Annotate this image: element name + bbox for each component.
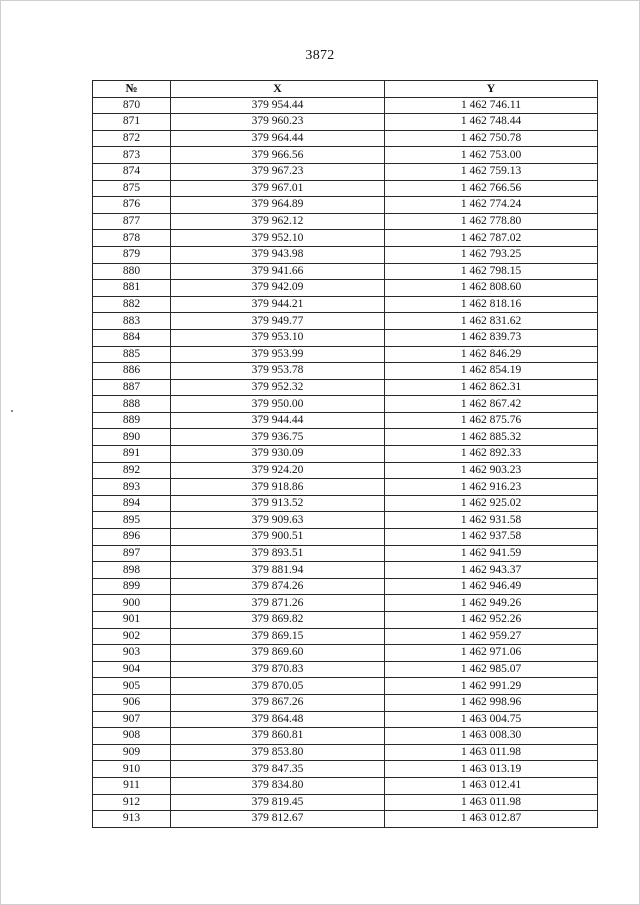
cell-x: 379 869.60 (171, 645, 385, 662)
cell-x: 379 964.44 (171, 130, 385, 147)
cell-number: 896 (93, 529, 171, 546)
cell-x: 379 869.15 (171, 628, 385, 645)
table-row (93, 645, 598, 662)
cell-x: 379 930.09 (171, 446, 385, 463)
table-row (93, 329, 598, 346)
cell-number: 886 (93, 363, 171, 380)
cell-x: 379 913.52 (171, 495, 385, 512)
cell-y: 1 462 941.59 (385, 545, 598, 562)
table-row (93, 777, 598, 794)
cell-number: 895 (93, 512, 171, 529)
cell-x: 379 944.21 (171, 296, 385, 313)
cell-number: 912 (93, 794, 171, 811)
cell-y: 1 462 862.31 (385, 379, 598, 396)
cell-x: 379 952.10 (171, 230, 385, 247)
cell-x: 379 953.10 (171, 329, 385, 346)
cell-y: 1 462 746.11 (385, 97, 598, 114)
cell-number: 879 (93, 246, 171, 263)
table-row (93, 213, 598, 230)
table-row (93, 761, 598, 778)
table-row (93, 230, 598, 247)
cell-number: 883 (93, 313, 171, 330)
table-row (93, 479, 598, 496)
table-row (93, 114, 598, 131)
cell-y: 1 462 998.96 (385, 694, 598, 711)
cell-y: 1 462 937.58 (385, 529, 598, 546)
cell-y: 1 462 766.56 (385, 180, 598, 197)
cell-y: 1 463 011.98 (385, 744, 598, 761)
cell-x: 379 941.66 (171, 263, 385, 280)
table-row (93, 578, 598, 595)
cell-number: 901 (93, 612, 171, 629)
cell-x: 379 942.09 (171, 280, 385, 297)
header-row (93, 81, 598, 98)
cell-x: 379 950.00 (171, 396, 385, 413)
table-row (93, 811, 598, 828)
cell-number: 882 (93, 296, 171, 313)
table-row (93, 512, 598, 529)
table-row (93, 246, 598, 263)
cell-y: 1 462 943.37 (385, 562, 598, 579)
cell-x: 379 964.89 (171, 197, 385, 214)
cell-y: 1 463 008.30 (385, 728, 598, 745)
cell-x: 379 871.26 (171, 595, 385, 612)
cell-x: 379 870.83 (171, 661, 385, 678)
cell-number: 906 (93, 694, 171, 711)
cell-x: 379 943.98 (171, 246, 385, 263)
cell-x: 379 893.51 (171, 545, 385, 562)
table-row (93, 495, 598, 512)
cell-number: 888 (93, 396, 171, 413)
table-row (93, 296, 598, 313)
cell-y: 1 462 854.19 (385, 363, 598, 380)
table-row (93, 263, 598, 280)
cell-y: 1 462 831.62 (385, 313, 598, 330)
table-row (93, 678, 598, 695)
cell-number: 877 (93, 213, 171, 230)
cell-y: 1 462 885.32 (385, 429, 598, 446)
cell-y: 1 462 808.60 (385, 280, 598, 297)
table-row (93, 446, 598, 463)
cell-x: 379 953.99 (171, 346, 385, 363)
cell-number: 872 (93, 130, 171, 147)
table-row (93, 612, 598, 629)
cell-x: 379 860.81 (171, 728, 385, 745)
cell-y: 1 462 946.49 (385, 578, 598, 595)
cell-y: 1 462 798.15 (385, 263, 598, 280)
cell-number: 903 (93, 645, 171, 662)
cell-number: 892 (93, 462, 171, 479)
cell-y: 1 462 949.26 (385, 595, 598, 612)
cell-y: 1 462 750.78 (385, 130, 598, 147)
cell-x: 379 918.86 (171, 479, 385, 496)
table-body (93, 97, 598, 827)
cell-y: 1 462 846.29 (385, 346, 598, 363)
cell-number: 913 (93, 811, 171, 828)
cell-number: 880 (93, 263, 171, 280)
cell-x: 379 900.51 (171, 529, 385, 546)
cell-number: 881 (93, 280, 171, 297)
cell-y: 1 462 916.23 (385, 479, 598, 496)
cell-y: 1 462 867.42 (385, 396, 598, 413)
table-row (93, 429, 598, 446)
cell-x: 379 881.94 (171, 562, 385, 579)
table-row (93, 147, 598, 164)
cell-number: 873 (93, 147, 171, 164)
table-row (93, 180, 598, 197)
cell-y: 1 462 759.13 (385, 163, 598, 180)
cell-x: 379 953.78 (171, 363, 385, 380)
cell-x: 379 870.05 (171, 678, 385, 695)
cell-number: 904 (93, 661, 171, 678)
cell-number: 894 (93, 495, 171, 512)
cell-y: 1 462 952.26 (385, 612, 598, 629)
cell-x: 379 853.80 (171, 744, 385, 761)
cell-number: 875 (93, 180, 171, 197)
cell-y: 1 462 903.23 (385, 462, 598, 479)
cell-x: 379 960.23 (171, 114, 385, 131)
cell-y: 1 462 959.27 (385, 628, 598, 645)
cell-number: 871 (93, 114, 171, 131)
cell-y: 1 462 774.24 (385, 197, 598, 214)
cell-x: 379 867.26 (171, 694, 385, 711)
cell-y: 1 462 931.58 (385, 512, 598, 529)
cell-y: 1 462 787.02 (385, 230, 598, 247)
table-row (93, 595, 598, 612)
table-row (93, 694, 598, 711)
cell-x: 379 949.77 (171, 313, 385, 330)
cell-y: 1 463 004.75 (385, 711, 598, 728)
cell-number: 876 (93, 197, 171, 214)
scan-speck (11, 410, 13, 412)
table-row (93, 728, 598, 745)
cell-x: 379 874.26 (171, 578, 385, 595)
cell-y: 1 462 985.07 (385, 661, 598, 678)
cell-x: 379 944.44 (171, 412, 385, 429)
cell-number: 899 (93, 578, 171, 595)
cell-number: 908 (93, 728, 171, 745)
table-row (93, 628, 598, 645)
cell-x: 379 869.82 (171, 612, 385, 629)
table-row (93, 313, 598, 330)
table-row (93, 529, 598, 546)
cell-x: 379 954.44 (171, 97, 385, 114)
cell-number: 884 (93, 329, 171, 346)
cell-y: 1 462 971.06 (385, 645, 598, 662)
table-row (93, 412, 598, 429)
cell-x: 379 819.45 (171, 794, 385, 811)
cell-y: 1 462 875.76 (385, 412, 598, 429)
cell-x: 379 967.01 (171, 180, 385, 197)
cell-number: 909 (93, 744, 171, 761)
cell-number: 885 (93, 346, 171, 363)
table-row (93, 346, 598, 363)
cell-x: 379 967.23 (171, 163, 385, 180)
cell-y: 1 462 892.33 (385, 446, 598, 463)
header-y: Y (385, 81, 598, 98)
cell-y: 1 462 925.02 (385, 495, 598, 512)
cell-x: 379 952.32 (171, 379, 385, 396)
table-row (93, 794, 598, 811)
cell-number: 897 (93, 545, 171, 562)
table-row (93, 562, 598, 579)
cell-x: 379 966.56 (171, 147, 385, 164)
table-row (93, 130, 598, 147)
coordinates-table (92, 80, 598, 828)
table-row (93, 462, 598, 479)
cell-x: 379 909.63 (171, 512, 385, 529)
cell-y: 1 463 013.19 (385, 761, 598, 778)
cell-y: 1 462 793.25 (385, 246, 598, 263)
cell-number: 900 (93, 595, 171, 612)
table-row (93, 744, 598, 761)
cell-number: 907 (93, 711, 171, 728)
cell-number: 878 (93, 230, 171, 247)
cell-number: 893 (93, 479, 171, 496)
table-row (93, 363, 598, 380)
cell-number: 902 (93, 628, 171, 645)
table-header (93, 81, 598, 98)
cell-number: 890 (93, 429, 171, 446)
table-row (93, 379, 598, 396)
cell-x: 379 864.48 (171, 711, 385, 728)
table-row (93, 197, 598, 214)
cell-y: 1 462 991.29 (385, 678, 598, 695)
cell-y: 1 463 011.98 (385, 794, 598, 811)
cell-x: 379 936.75 (171, 429, 385, 446)
cell-x: 379 924.20 (171, 462, 385, 479)
cell-y: 1 463 012.41 (385, 777, 598, 794)
table-row (93, 163, 598, 180)
cell-x: 379 962.12 (171, 213, 385, 230)
cell-number: 887 (93, 379, 171, 396)
header-x: X (171, 81, 385, 98)
cell-number: 905 (93, 678, 171, 695)
table-row (93, 711, 598, 728)
header-number: № (93, 81, 171, 98)
cell-number: 891 (93, 446, 171, 463)
cell-x: 379 812.67 (171, 811, 385, 828)
cell-number: 911 (93, 777, 171, 794)
cell-x: 379 834.80 (171, 777, 385, 794)
table-row (93, 280, 598, 297)
page-number: 3872 (305, 48, 335, 63)
table-row (93, 396, 598, 413)
cell-y: 1 462 753.00 (385, 147, 598, 164)
cell-y: 1 463 012.87 (385, 811, 598, 828)
table-row (93, 97, 598, 114)
cell-number: 910 (93, 761, 171, 778)
cell-y: 1 462 778.80 (385, 213, 598, 230)
cell-number: 874 (93, 163, 171, 180)
table-row (93, 661, 598, 678)
cell-number: 898 (93, 562, 171, 579)
cell-y: 1 462 748.44 (385, 114, 598, 131)
cell-x: 379 847.35 (171, 761, 385, 778)
cell-number: 870 (93, 97, 171, 114)
cell-y: 1 462 818.16 (385, 296, 598, 313)
cell-number: 889 (93, 412, 171, 429)
cell-y: 1 462 839.73 (385, 329, 598, 346)
table-row (93, 545, 598, 562)
